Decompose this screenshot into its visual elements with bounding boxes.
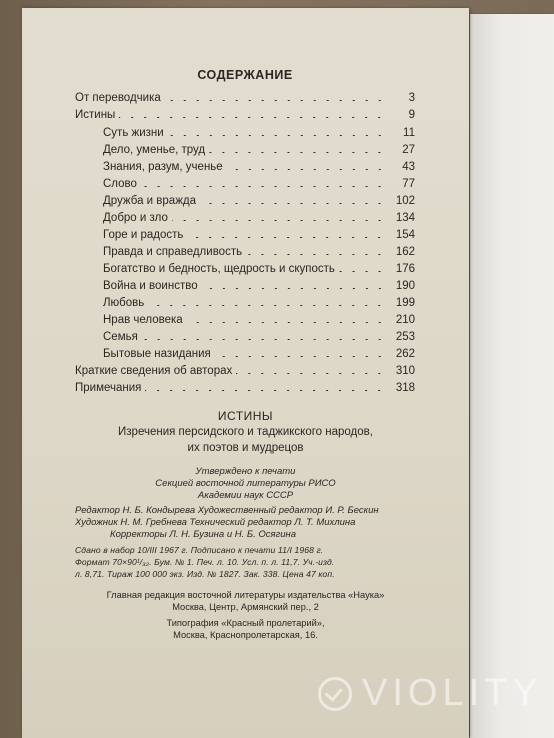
book-subtitle-line-1: Изречения персидского и таджикского народов, (118, 426, 373, 438)
dot-leader (246, 254, 386, 255)
toc-entry-label: Истины (75, 109, 116, 121)
approval-line-3: Академии наук СССР (197, 490, 294, 501)
dot-leader (339, 271, 386, 272)
toc-entry-label: Добро и зло (103, 212, 168, 224)
toc-entry-page: 43 (402, 161, 415, 173)
dot-leader (141, 186, 386, 187)
toc-entry-label: Нрав человека (103, 314, 183, 326)
toc-entry-page: 27 (402, 144, 415, 156)
dot-leader (148, 305, 386, 306)
toc-entry (75, 88, 415, 104)
dot-leader (200, 203, 386, 204)
dot-leader (236, 373, 386, 374)
toc-entry-page: 154 (395, 229, 415, 241)
toc-entry (75, 361, 415, 377)
toc-entry-label: Знания, разум, ученье (103, 161, 223, 173)
toc-entry-label: Краткие сведения об авторах (75, 365, 233, 377)
toc-entry (103, 140, 415, 156)
toc-entry-label: Суть жизни (103, 127, 164, 139)
publisher-line-1: Главная редакция восточной литературы издательства «Наука» (106, 590, 385, 600)
dot-leader (168, 135, 386, 136)
toc-entry-page: 9 (408, 109, 415, 121)
print-details-line-2: Формат 70×90¹/₃₂. Бум. № 1. Печ. л. 10. Усл. п. л. 11,7. Уч.-изд. (75, 557, 335, 567)
dot-leader (202, 288, 386, 289)
dot-leader (145, 390, 386, 391)
toc-entry-label: Правда и справедливость (103, 246, 243, 258)
toc-entry-label: Богатство и бедность, щедрость и скупость (103, 263, 335, 275)
dot-leader (187, 237, 386, 238)
toc-entry-label: Любовь (103, 297, 145, 309)
toc-entry-page: 310 (395, 365, 415, 377)
toc-entry-page: 3 (408, 92, 415, 104)
toc-entry-page: 199 (395, 297, 415, 309)
toc-title: СОДЕРЖАНИЕ (197, 68, 293, 82)
dot-leader (165, 100, 386, 101)
staff-line-3: Корректоры Л. Н. Бузина и Н. Б. Осягина (110, 529, 297, 540)
toc-entry-page: 318 (395, 382, 415, 394)
approval-line-1: Утверждено к печати (195, 466, 296, 477)
toc-entry (103, 276, 415, 292)
toc-entry-label: Война и воинство (103, 280, 198, 292)
toc-entry-page: 210 (395, 314, 415, 326)
violity-logo-icon (318, 677, 352, 711)
print-details-line-1: Сдано в набор 10/III 1967 г. Подписано к печати 11/I 1968 г. (75, 545, 324, 555)
toc-entry-page: 176 (395, 263, 415, 275)
staff-line-1: Редактор Н. Б. Кондырева Художественный редактор И. Р. Бескин (75, 505, 379, 516)
toc-entry-label: Примечания (75, 382, 142, 394)
book-subtitle-line-2: их поэтов и мудрецов (187, 442, 304, 454)
toc-entry-page: 253 (395, 331, 415, 343)
toc-entry-label: Дружба и вражда (103, 195, 196, 207)
toc-entry (103, 225, 415, 241)
toc-entry (75, 105, 415, 121)
dot-leader (172, 220, 386, 221)
watermark-text: VIOLITY (362, 672, 543, 714)
toc-entry (103, 327, 415, 343)
toc-entry (103, 310, 415, 326)
dot-leader (209, 152, 386, 153)
toc-entry-page: 190 (395, 280, 415, 292)
toc-entry (103, 123, 415, 139)
book-cover-edge (470, 14, 554, 738)
toc-entry (103, 293, 415, 309)
toc-entry-label: Горе и радость (103, 229, 184, 241)
toc-entry-label: Дело, уменье, труд (103, 144, 206, 156)
watermark (318, 672, 543, 715)
toc-entry-page: 162 (395, 246, 415, 258)
toc-entry-label: Бытовые назидания (103, 348, 211, 360)
dot-leader (142, 339, 386, 340)
toc-entry-page: 134 (395, 212, 415, 224)
book-title: ИСТИНЫ (217, 409, 274, 423)
toc-entry (103, 242, 415, 258)
publisher-line-2: Москва, Центр, Армянский пер., 2 (172, 602, 319, 612)
toc-entry-label: Семья (103, 331, 138, 343)
dot-leader (215, 356, 386, 357)
dot-leader (227, 169, 386, 170)
toc-entry-page: 77 (402, 178, 415, 190)
staff-line-2: Художник Н. М. Гребнева Технический редактор Л. Т. Михлина (75, 517, 356, 528)
toc-entry-page: 102 (395, 195, 415, 207)
toc-entry-label: От переводчика (75, 92, 161, 104)
printer-line-1: Типография «Красный пролетарий», (166, 618, 325, 628)
dot-leader (187, 322, 386, 323)
approval-line-2: Секцией восточной литературы РИСО (155, 478, 336, 489)
toc-entry (75, 378, 415, 394)
toc-entry-page: 262 (395, 348, 415, 360)
toc-entry (103, 344, 415, 360)
toc-entry-label: Слово (103, 178, 137, 190)
toc-entry (103, 259, 415, 275)
toc-entry (103, 174, 415, 190)
toc-entry-page: 11 (403, 127, 415, 139)
toc-entry (103, 157, 415, 173)
printer-line-2: Москва, Краснопролетарская, 16. (173, 630, 318, 640)
print-details-line-3: л. 8,71. Тираж 100 000 экз. Изд. № 1827. Зак. 338. Цена 47 коп. (75, 569, 335, 579)
dot-leader (119, 117, 386, 118)
toc-entry (103, 191, 415, 207)
toc-entry (103, 208, 415, 224)
